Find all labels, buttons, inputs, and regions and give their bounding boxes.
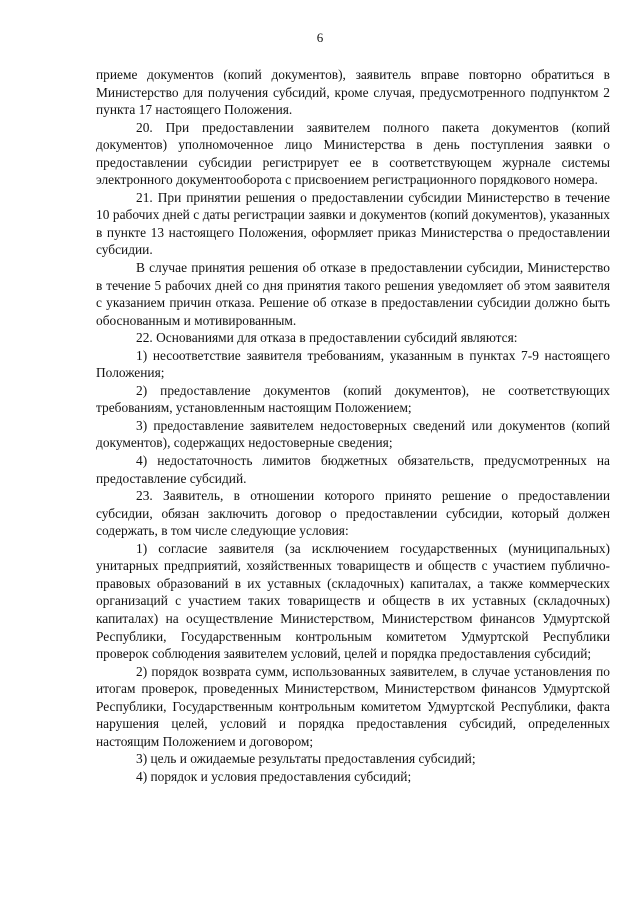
document-body (96, 66, 610, 785)
list-item-23-4: 4) порядок и условия предоставления субсидий; (136, 768, 412, 784)
list-item-22-4: 4) недостаточность лимитов бюджетных обязательств, предусмотренных на предоставление субсидий. (96, 453, 610, 486)
paragraph-item-20: 20. При предоставлении заявителем полного пакета документов (копий документов) уполномоченное лицо Министерства в день поступления заявки о предоставлении субсидии регистрирует ее в соответствующем журнале системы электронного документооборота с присвоением регистрационного порядкового номера. (96, 119, 610, 188)
list-item-22-2: 2) предоставление документов (копий документов), не соответствующих требованиям, установленным настоящим Положением; (96, 382, 610, 416)
paragraph-item-23: 23. Заявитель, в отношении которого принято решение о предоставлении субсидии, обязан заключить договор о предоставлении субсидии, который должен содержать, в том числе следующие условия: (96, 488, 610, 539)
list-item-23-2: 2) порядок возврата сумм, использованных заявителем, в случае установления по итогам проверок, проведенных Министерством, Министерством финансов Удмуртской Республики, Государственным контрольным комитетом Удмуртской Республики, факта нарушения целей, условий и порядка предоставления субсидий, определенных настоящим Положением и договором; (96, 663, 610, 749)
list-item-23-3: 3) цель и ожидаемые результаты предоставления субсидий; (136, 751, 476, 767)
list-item-22-1: 1) несоответствие заявителя требованиям, указанным в пунктах 7-9 настоящего Положения; (96, 347, 610, 381)
list-item-22-3: 3) предоставление заявителем недостоверных сведений или документов (копий документов), содержащих недостоверные сведения; (96, 417, 610, 451)
paragraph-item-21: 21. При принятии решения о предоставлении субсидии Министерство в течение 10 рабочих дней с даты регистрации заявки и документов (копий документов), указанных в пункте 13 настоящего Положения, оформляет приказ Министерства о предоставлении субсидии. (96, 189, 610, 258)
paragraph-continuation: приеме документов (копий документов), заявитель вправе повторно обратиться в Министерство для получения субсидий, кроме случая, предусмотренного подпунктом 2 пункта 17 настоящего Положения. (96, 67, 610, 118)
paragraph-refusal-notice: В случае принятия решения об отказе в предоставлении субсидии, Министерство в течение 5 рабочих дней со дня принятия такого решения уведомляет об этом заявителя с указанием причин отказа. Решение об отказе в предоставлении субсидии должно быть обоснованным и мотивированным. (96, 260, 610, 328)
paragraph-item-22: 22. Основаниями для отказа в предоставлении субсидий являются: (136, 330, 518, 346)
list-item-23-1: 1) согласие заявителя (за исключением государственных (муниципальных) унитарных предприятий, хозяйственных товариществ и обществ с участием публично-правовых образований в их уставных (складочных) капиталах, а также коммерческих организаций с участием таких товариществ и обществ в их уставных (складочных) капиталах) на осуществление Министерством, Министерством финансов Удмуртской Республики, Государственным контрольным комитетом Удмуртской Республики проверок соблюдения заявителем условий, целей и порядка предоставления субсидий; (96, 540, 610, 662)
page-number: 6 (316, 30, 324, 45)
